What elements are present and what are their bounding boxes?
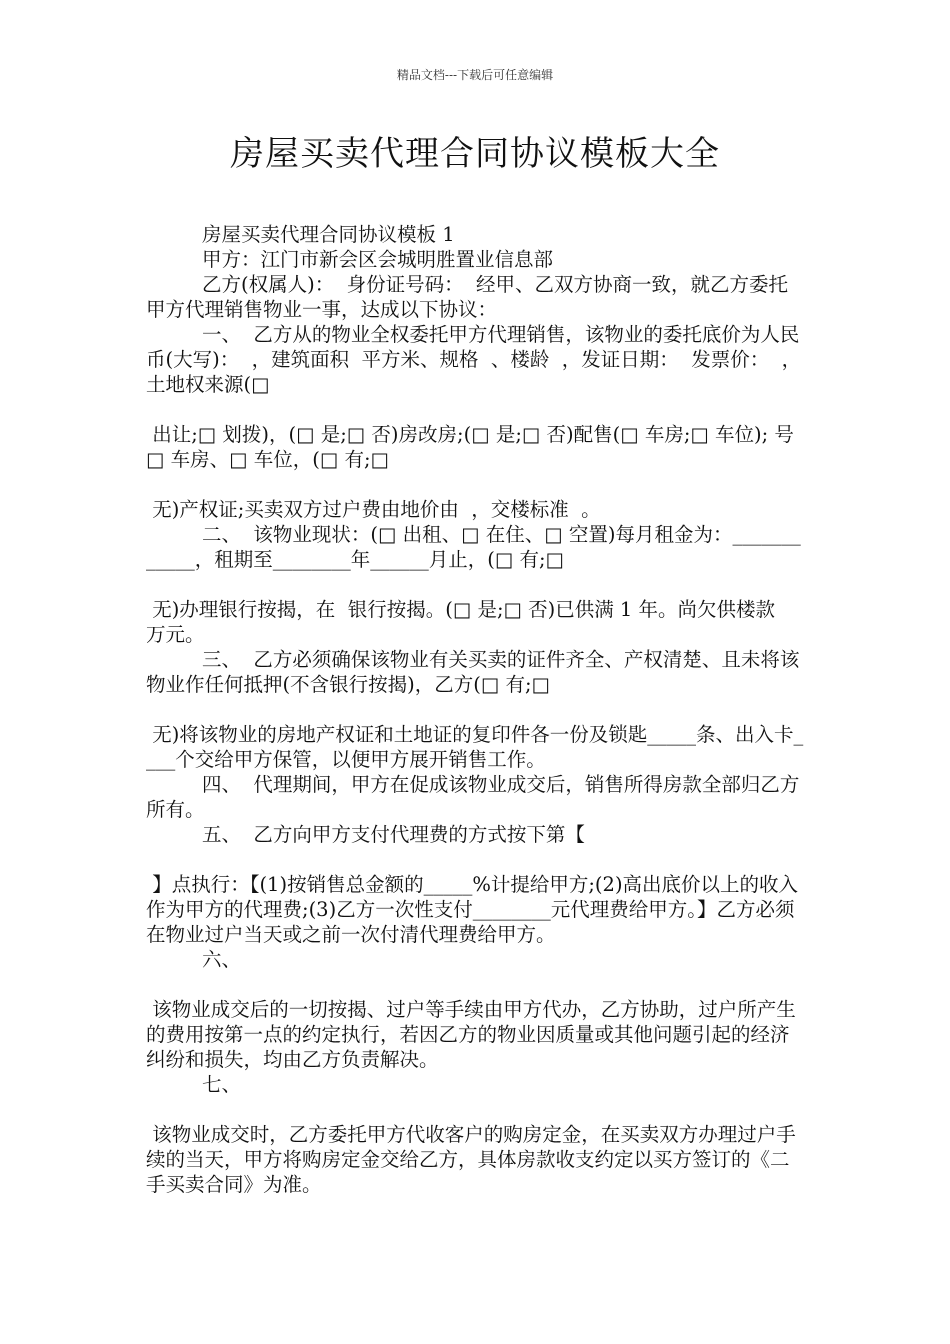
paragraph: 三、 乙方必须确保该物业有关买卖的证件齐全、产权清楚、且未将该物业作任何抵押(不含银行按揭)，乙方(□ 有;□: [146, 648, 800, 696]
paragraph: 一、 乙方从的物业全权委托甲方代理销售，该物业的委托底价为人民币(大写)： ，建筑面积 平方米、规格 、楼龄 ，发证日期： 发票价： ，土地权来源(□: [146, 323, 802, 396]
paragraph: 七、: [202, 1073, 242, 1096]
paragraph: 乙方(权属人)： 身份证号码： 经甲、乙双方协商一致，就乙方委托甲方代理销售物业一事，达成以下协议：: [146, 273, 789, 321]
paragraph: 无)办理银行按揭，在 银行按揭。(□ 是;□ 否)已供满 1 年。尚欠供楼款 万元。: [146, 598, 788, 646]
paragraph: 无)将该物业的房地产权证和土地证的复印件各一份及锁匙_____条、出入卡____个交给甲方保管，以便甲方展开销售工作。: [146, 723, 804, 771]
paragraph: 该物业成交时，乙方委托甲方代收客户的购房定金，在买卖双方办理过户手续的当天，甲方将购房定金交给乙方，具体房款收支约定以买方签订的《二手买卖合同》为准。: [146, 1123, 796, 1196]
paragraph: 无)产权证;买卖双方过户费由地价由 ，交楼标准 。: [146, 498, 601, 521]
paragraph: 该物业成交后的一切按揭、过户等手续由甲方代办，乙方协助，过户所产生的费用按第一点的约定执行，若因乙方的物业因质量或其他问题引起的经济纠纷和损失，均由乙方负责解决。: [146, 998, 796, 1071]
paragraph: 甲方：江门市新会区会城明胜置业信息部: [202, 248, 554, 271]
paragraph: 六、: [202, 948, 242, 971]
document-title: 房屋买卖代理合同协议模板大全: [230, 134, 720, 174]
paragraph: 四、 代理期间，甲方在促成该物业成交后，销售所得房款全部归乙方所有。: [146, 773, 800, 821]
paragraph-gap: [146, 572, 806, 597]
paragraph-gap: [146, 847, 806, 872]
paragraph-gap: [146, 397, 806, 422]
paragraph-gap: [146, 472, 806, 497]
paragraph-gap: [146, 1097, 806, 1122]
paragraph-gap: [146, 697, 806, 722]
paragraph-gap: [146, 972, 806, 997]
paragraph: 二、 该物业现状：(□ 出租、□ 在住、□ 空置)每月租金为：____________，租期至________年______月止，(□ 有;□: [146, 523, 801, 571]
paragraph: 出让;□ 划拨)，(□ 是;□ 否)房改房;(□ 是;□ 否)配售(□ 车房;□ 车位); 号□ 车房、□ 车位，(□ 有;□: [146, 423, 794, 471]
document-body: [146, 222, 806, 1197]
header-note: 精品文档---下载后可任意编辑: [396, 68, 554, 82]
paragraph: 五、 乙方向甲方支付代理费的方式按下第【: [202, 823, 585, 846]
paragraph: 】点执行：【(1)按销售总金额的_____%计提给甲方;(2)高出底价以上的收入作为甲方的代理费;(3)乙方一次性支付________元代理费给甲方。】乙方必须在物业过户当天或之前一次付清代理费给甲方。: [146, 873, 799, 946]
paragraph: 房屋买卖代理合同协议模板 1: [202, 223, 455, 246]
